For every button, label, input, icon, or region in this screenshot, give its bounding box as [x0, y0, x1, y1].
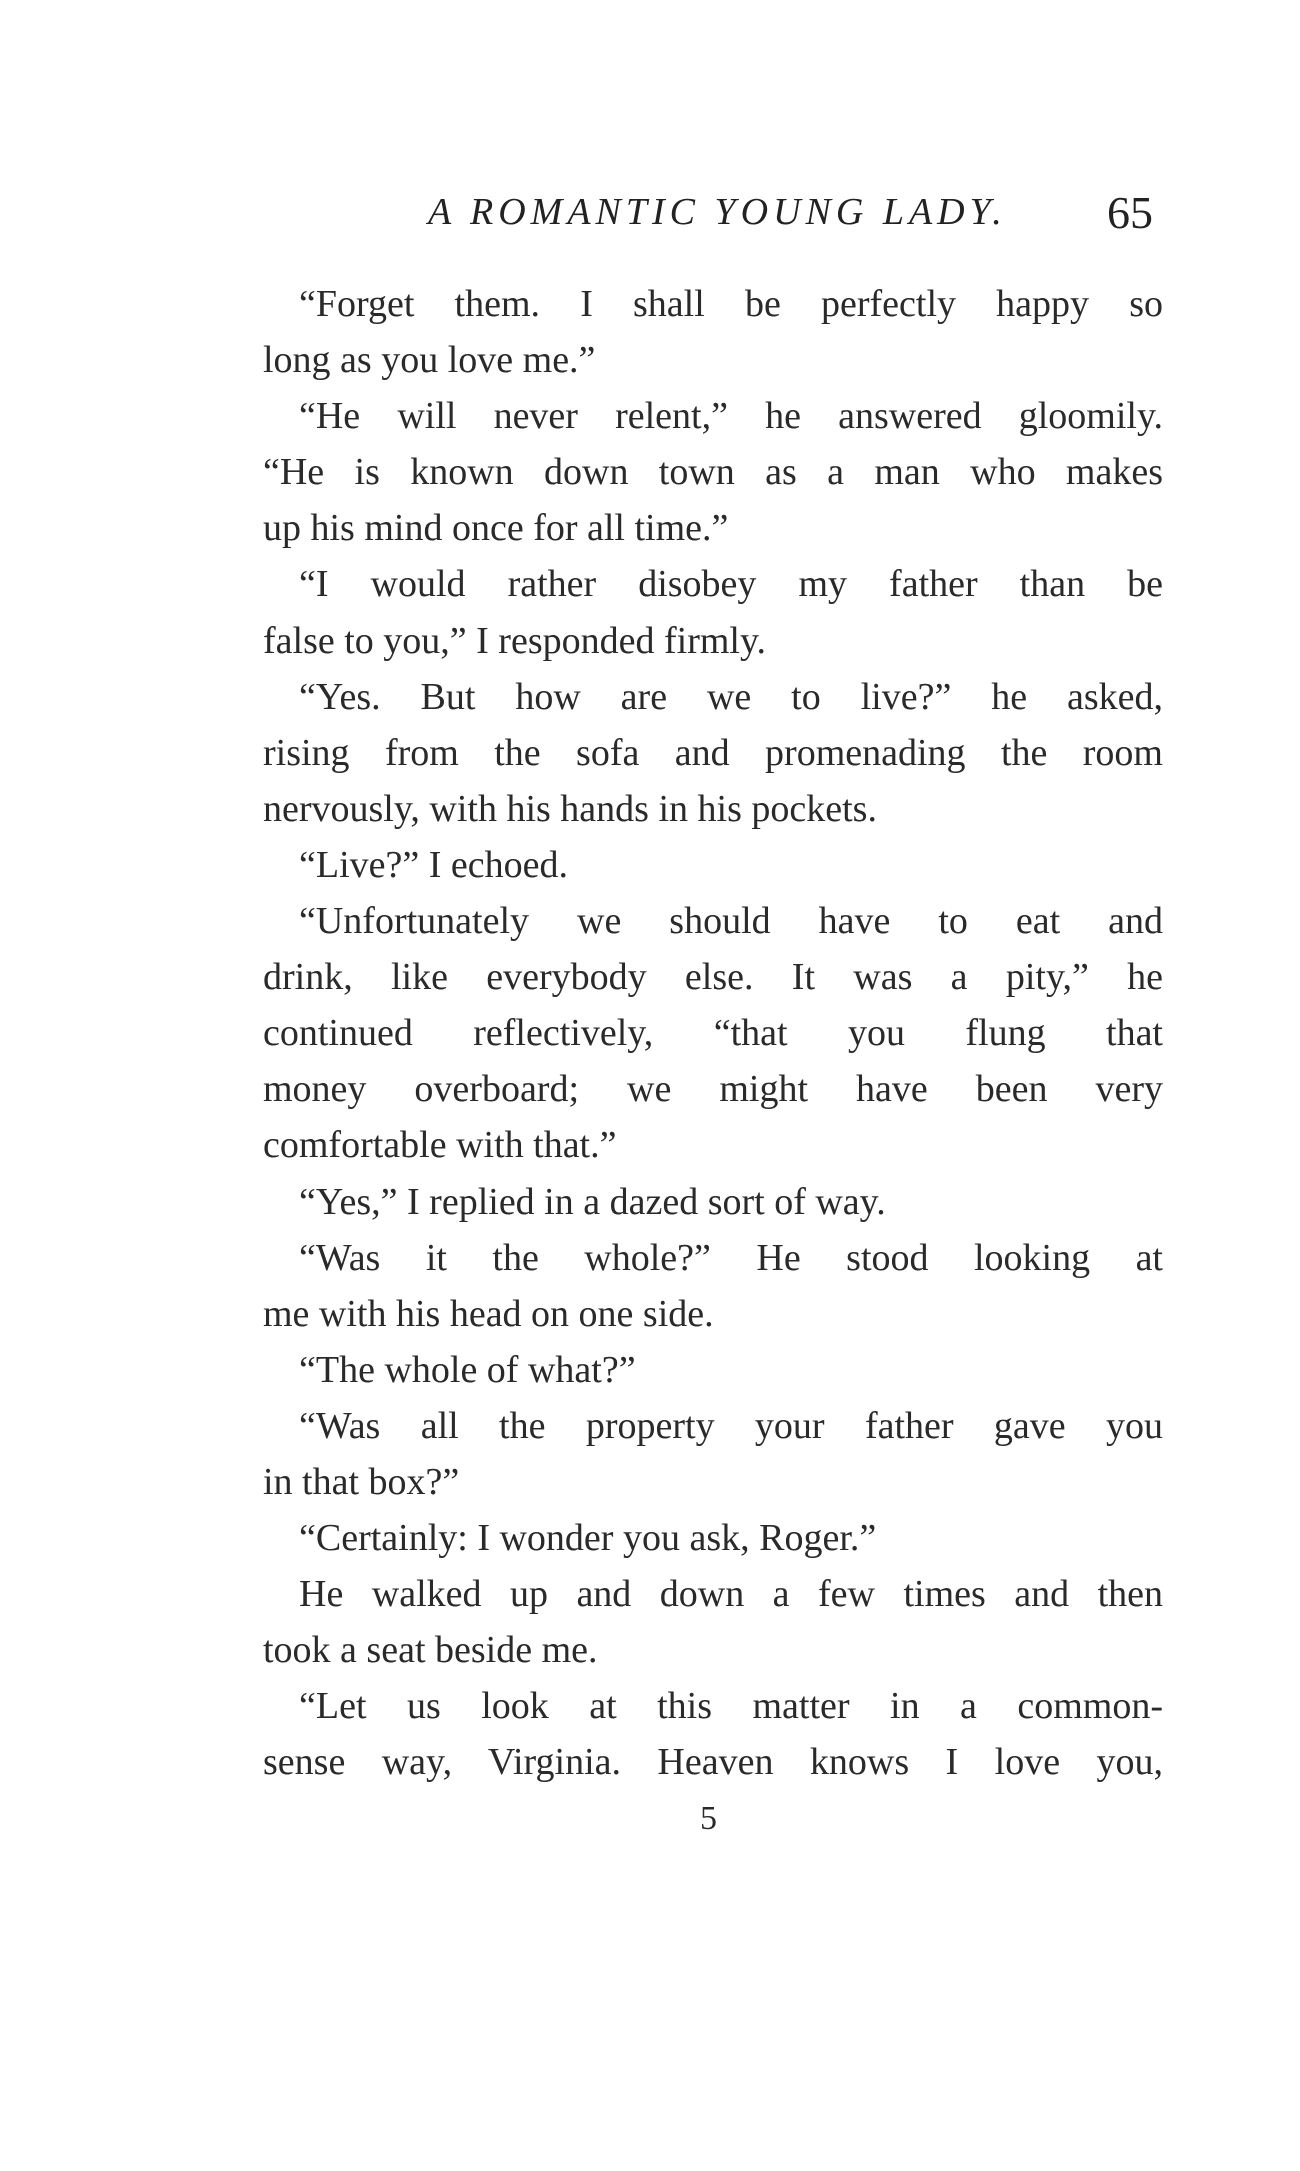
text-line: “Let us look at this matter in a common-	[299, 1685, 1163, 1728]
text-line: took a seat beside me.	[263, 1629, 598, 1672]
text-line: sense way, Virginia. Heaven knows I love you,	[263, 1741, 1163, 1784]
text-line: “Was all the property your father gave you	[299, 1404, 1163, 1447]
text-line: “Certainly: I wonder you ask, Roger.”	[299, 1517, 877, 1560]
text-line: nervously, with his hands in his pockets.	[263, 787, 877, 830]
text-line: “Yes,” I replied in a dazed sort of way.	[299, 1180, 886, 1223]
text-line: drink, like everybody else. It was a pity,” he	[263, 956, 1163, 999]
signature-mark: 5	[700, 1800, 717, 1837]
text-line: “Unfortunately we should have to eat and	[299, 900, 1163, 943]
text-line: continued reflectively, “that you flung that	[263, 1012, 1163, 1055]
text-line: “He will never relent,” he answered gloomily.	[299, 395, 1163, 438]
text-line: “He is known down town as a man who makes	[263, 451, 1163, 494]
text-line: long as you love me.”	[263, 339, 596, 382]
text-line: up his mind once for all time.”	[263, 507, 729, 550]
text-line: “I would rather disobey my father than be	[299, 563, 1163, 606]
text-line: “Live?” I echoed.	[299, 843, 568, 886]
running-title: A ROMANTIC YOUNG LADY.	[428, 191, 1007, 233]
page-number: 65	[1107, 187, 1153, 238]
text-line: in that box?”	[263, 1460, 460, 1503]
text-line: He walked up and down a few times and then	[299, 1573, 1163, 1616]
text-line: “The whole of what?”	[299, 1348, 636, 1391]
text-line: comfortable with that.”	[263, 1124, 617, 1167]
text-line: “Forget them. I shall be perfectly happy so	[299, 283, 1163, 325]
text-line: rising from the sofa and promenading the room	[263, 731, 1163, 774]
text-line: me with his head on one side.	[263, 1292, 714, 1335]
running-head	[263, 187, 1163, 250]
text-line: “Was it the whole?” He stood looking at	[299, 1236, 1163, 1279]
body-text	[263, 276, 1163, 1791]
text-line: “Yes. But how are we to live?” he asked,	[299, 675, 1163, 718]
text-line: false to you,” I responded firmly.	[263, 619, 766, 662]
text-line: money overboard; we might have been very	[263, 1068, 1163, 1111]
